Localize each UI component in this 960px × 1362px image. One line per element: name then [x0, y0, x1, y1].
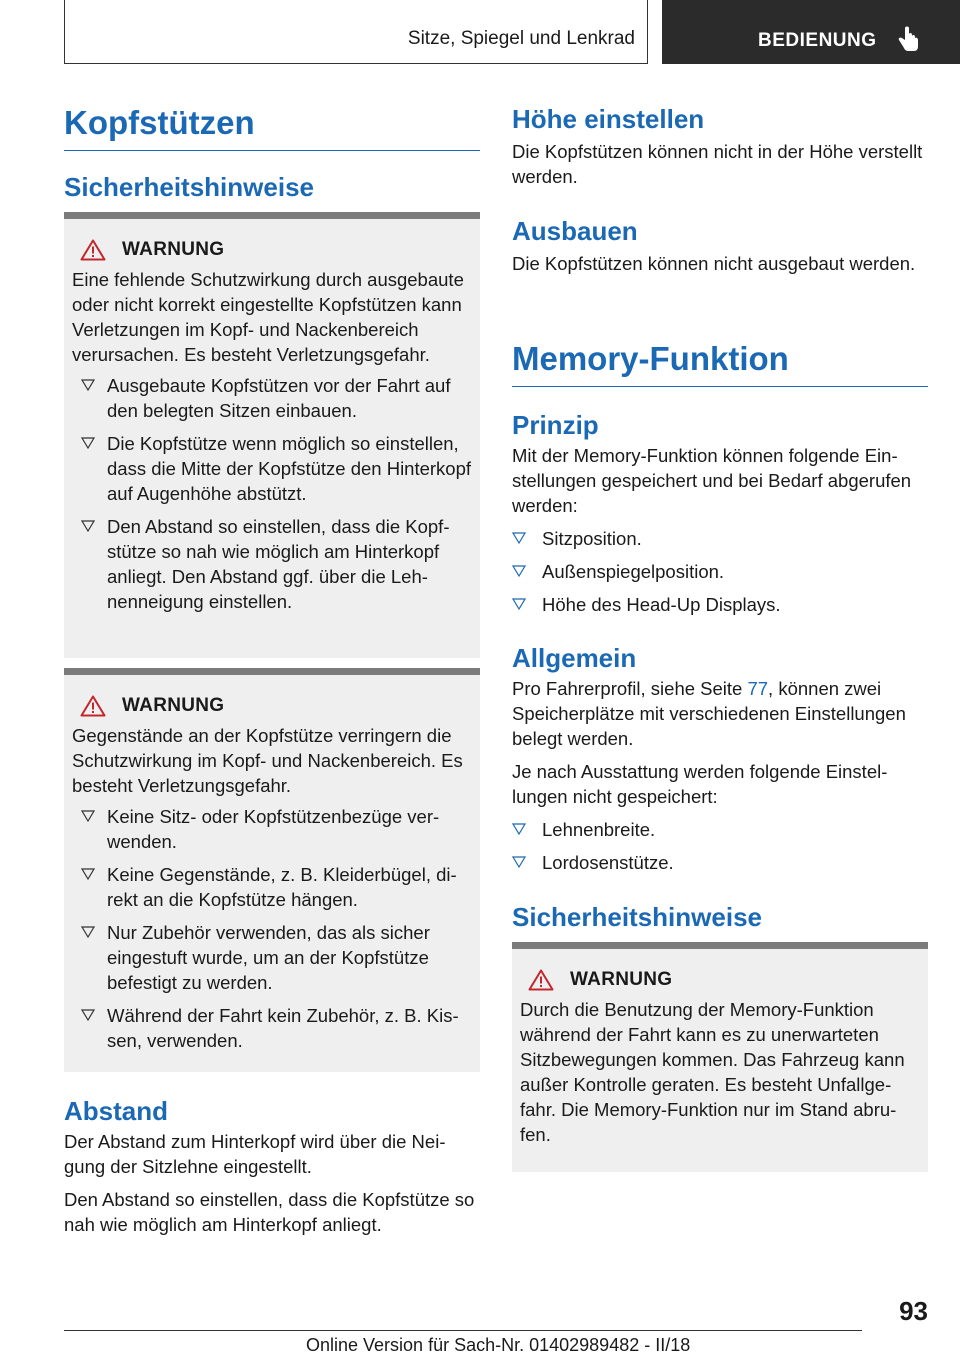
warning-title: WARNUNG: [122, 239, 225, 260]
heading-prinzip: Prinzip: [512, 410, 599, 440]
paragraph: Die Kopfstützen können nicht in der Höhe verstellt werden.: [512, 141, 923, 187]
list-item: Während der Fahrt kein Zubehör, z. B. Kissen, verwenden.: [72, 1003, 472, 1053]
warning-text: Durch die Benutzung der Memory-Funktion während der Fahrt kann es zu unerwarteten Sitzbewegungen kommen. Das Fahrzeug kann außer Kontrolle geraten. Es besteht Unfallgefahr. Die Memory-Funktion nur im Stand abrufen.: [520, 999, 905, 1145]
hand-pointer-icon: [896, 26, 920, 54]
triangle-bullet-icon: [81, 519, 95, 533]
warning-text: Gegenstände an der Kopfstütze verringern die Schutzwirkung im Kopf- und Nackenbereich. Es besteht Verletzungsgefahr.: [72, 725, 463, 796]
heading-kopfstuetzen: Kopfstützen: [64, 104, 480, 151]
page-number: 93: [899, 1296, 928, 1326]
list-item: Die Kopfstütze wenn möglich so einstellen, dass die Mitte der Kopfstütze den Hinterkopf auf Augenhöhe abstützt.: [72, 431, 472, 506]
list-item: Außenspiegelposition.: [512, 559, 928, 584]
section-prinzip: [512, 410, 928, 625]
footer-divider: [64, 1330, 862, 1331]
section-abstand: [64, 1096, 480, 1237]
triangle-bullet-icon: [81, 925, 95, 939]
warning-title: WARNUNG: [122, 695, 225, 716]
section-allgemein: [512, 643, 928, 883]
header-section-box: [64, 0, 648, 64]
section-title: Sitze, Spiegel und Lenkrad: [407, 28, 635, 49]
paragraph: Je nach Ausstattung werden folgende Einstellungen nicht gespeichert:: [512, 761, 888, 807]
list-item: Höhe des Head-Up Displays.: [512, 592, 928, 617]
heading-sicherheitshinweise: Sicherheitshinweise: [64, 172, 314, 202]
list-item: Keine Gegenstände, z. B. Kleiderbügel, direkt an die Kopfstütze hängen.: [72, 862, 472, 912]
section-ausbauen: [512, 216, 928, 276]
triangle-bullet-icon: [512, 855, 526, 869]
triangle-bullet-icon: [81, 436, 95, 450]
section-hoehe-einstellen: [512, 104, 928, 189]
paragraph: Mit der Memory-Funktion können folgende Einstellungen gespeichert und bei Bedarf abgerufen werden:: [512, 445, 912, 516]
heading-sicherheitshinweise-memory: Sicherheitshinweise: [512, 902, 762, 932]
warning-triangle-icon: [80, 695, 106, 717]
warning-text: Eine fehlende Schutzwirkung durch ausgebaute oder nicht korrekt eingestellte Kopfstützen kann Verletzungen im Kopf- und Nackenbereich verursachen. Es besteht Verletzungsgefahr.: [72, 269, 464, 365]
paragraph: Den Abstand so einstellen, dass die Kopfstütze so nah wie möglich am Hinterkopf anliegt.: [64, 1189, 475, 1235]
triangle-bullet-icon: [81, 867, 95, 881]
triangle-bullet-icon: [81, 378, 95, 392]
list-item: Keine Sitz- oder Kopfstützenbezüge verwenden.: [72, 804, 472, 854]
warning-box-2: [64, 668, 480, 1072]
list-item: Ausgebaute Kopfstützen vor der Fahrt auf den belegten Sitzen einbauen.: [72, 373, 472, 423]
triangle-bullet-icon: [512, 822, 526, 836]
heading-allgemein: Allgemein: [512, 643, 637, 673]
footer-online-version: Online Version für Sach-Nr. 01402989482 - II/18: [306, 1335, 691, 1355]
chapter-tab-label: BEDIENUNG: [758, 30, 877, 51]
warning-box-1: [64, 212, 480, 658]
triangle-bullet-icon: [512, 531, 526, 545]
list-item: Lordosenstütze.: [512, 850, 928, 875]
warning-triangle-icon: [528, 969, 554, 991]
list-item: Lehnenbreite.: [512, 817, 928, 842]
warning-title: WARNUNG: [570, 969, 673, 990]
triangle-bullet-icon: [81, 809, 95, 823]
paragraph: Der Abstand zum Hinterkopf wird über die Neigung der Sitzlehne eingestellt.: [64, 1131, 446, 1177]
paragraph: Die Kopfstützen können nicht ausgebaut werden.: [512, 253, 916, 274]
warning-box-memory: [512, 942, 928, 1172]
triangle-bullet-icon: [512, 564, 526, 578]
page-link-77[interactable]: 77: [747, 678, 769, 699]
heading-ausbauen: Ausbauen: [512, 216, 638, 246]
warning-triangle-icon: [80, 239, 106, 261]
list-item: Nur Zubehör verwenden, das als sicher eingestuft wurde, um an der Kopfstütze befestigt zu werden.: [72, 920, 472, 995]
list-item: Den Abstand so einstellen, dass die Kopfstütze so nah wie möglich am Hinterkopf anliegt. Den Abstand ggf. über die Lehnenneigung einstellen.: [72, 514, 472, 614]
triangle-bullet-icon: [81, 1008, 95, 1022]
list-item: Sitzposition.: [512, 526, 928, 551]
heading-hoehe-einstellen: Höhe einstellen: [512, 104, 705, 134]
heading-abstand: Abstand: [64, 1096, 168, 1126]
paragraph: Pro Fahrerprofil, siehe Seite 77, können zwei Speicherplätze mit verschiedenen Einstellungen belegt werden.: [512, 678, 906, 749]
triangle-bullet-icon: [512, 597, 526, 611]
heading-memory-funktion: Memory-Funktion: [512, 340, 928, 387]
